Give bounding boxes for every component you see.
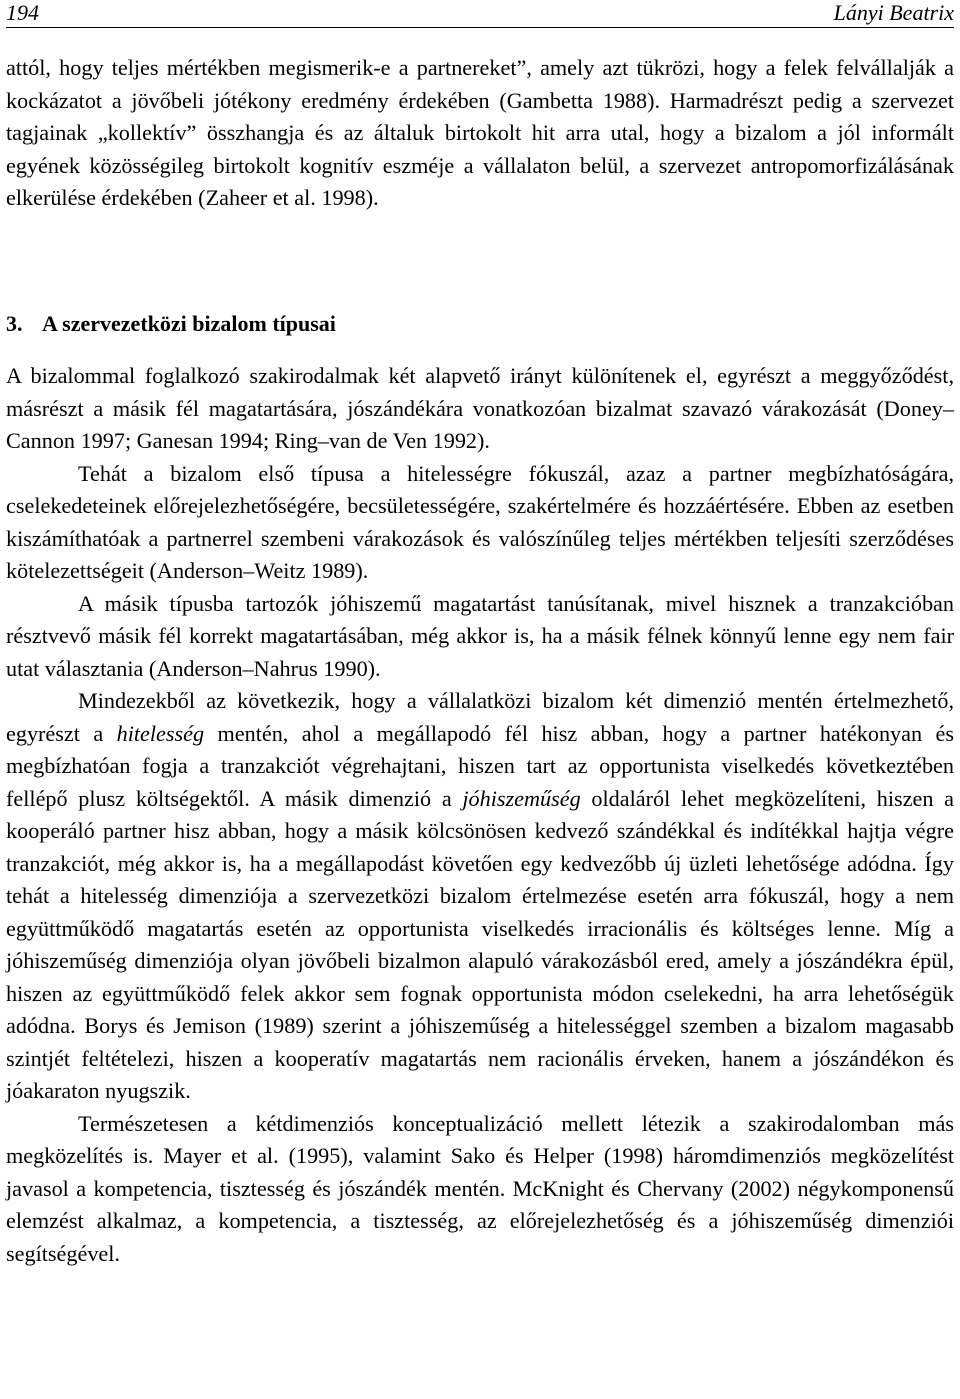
page-header: [6, 0, 954, 28]
page-number: 194: [6, 0, 39, 25]
running-author: Lányi Beatrix: [833, 0, 954, 25]
section-heading: [6, 308, 954, 340]
emphasis-hitelesseg: hitelesség: [116, 720, 205, 746]
section-title: A szervezetközi bizalom típusai: [42, 311, 336, 336]
paragraph-intro: attól, hogy teljes mértékben megismerik-e a partnereket”, amely azt tükrözi, hogy a felek felvállalják a kockázatot a jövőbeli jótékony eredmény érdekében (Gambetta 1988). Harmadrészt pedig a szervezet tagjainak „kollektív” összhangja és az általuk birtokolt hit arra utal, hogy a bizalom a jól informált egyének közösségileg birtokolt kognitív eszméje a vállalaton belül, a szervezet antropomorfizálásának elkerülése érdekében (Zaheer et al. 1998).: [6, 55, 954, 210]
paragraph-4: A másik típusba tartozók jóhiszemű magatartást tanúsítanak, mivel hisznek a tranzakcióban résztvevő másik fél korrekt magatartásában, még akkor is, ha a másik félnek könnyű lenne egy nem fair utat választania (Anderson–Nahrus 1990).: [6, 590, 954, 681]
emphasis-johiszemuseg: jóhiszeműség: [462, 785, 581, 811]
paragraph-5-text-c: oldaláról lehet megközelíteni, hiszen a kooperáló partner hisz abban, hogy a másik kölcsönösen kedvező szándékkal és indítékkal hajtja végre tranzakciót, még akkor is, ha a megállapodást követően egy kedvezőbb új üzleti lehetősége adódna. Így tehát a hitelesség dimenziója a szervezetközi bizalom értelmezése esetén arra fókuszál, hogy a nem együttműködő magatartás esetén az opportunista viselkedés irracionális és költséges lenne. Míg a jóhiszeműség dimenziója olyan jövőbeli bizalmon alapuló várakozásból ered, amely a jószándékra épül, hiszen az együttműködő felek akkor sem fognak opportunista módon cselekedni, ha arra lehetőségük adódna. Borys és Jemison (1989) szerint a jóhiszeműség a hitelességgel szemben a bizalom magasabb szintjét feltételezi, hiszen a kooperatív magatartás nem racionális érveken, hanem a jószándékon és jóakaraton nyugszik.: [6, 785, 954, 1103]
paragraph-6: Természetesen a kétdimenziós konceptualizáció mellett létezik a szakirodalomban más megközelítés is. Mayer et al. (1995), valamint Sako és Helper (1998) háromdimenziós megközelítést javasol a kompetencia, tisztesség és jószándék mentén. McKnight és Chervany (2002) négykomponensű elemzést alkalmaz, a kompetencia, a tisztesség, az előrejelezhetőség és a jóhiszeműség dimenziói segítségével.: [6, 1110, 954, 1266]
paragraph-3: Tehát a bizalom első típusa a hitelességre fókuszál, azaz a partner megbízhatóságára, cselekedeteinek előrejelezhetőségére, becsületességére, szakértelmére és hozzáértésére. Ebben az esetben kiszámíthatóak a partnerrel szembeni várakozások és valószínűleg teljes mértékben teljesíti szerződéses kötelezettségeit (Anderson–Weitz 1989).: [6, 460, 954, 583]
page-body: [6, 52, 954, 1270]
paragraph-5: [6, 685, 954, 1108]
paragraph-2: A bizalommal foglalkozó szakirodalmak két alapvető irányt különítenek el, egyrészt a meggyőződést, másrészt a másik fél magatartására, jószándékára vonatkozóan bizalmat szavazó várakozását (Doney–Cannon 1997; Ganesan 1994; Ring–van de Ven 1992).: [6, 363, 954, 453]
paragraph-5-text-b: mentén, ahol a megállapodó fél hisz abban, hogy a partner hatékonyan és megbízhatóan fogja a tranzakciót végrehajtani, hiszen tart az opportunista viselkedés következtében fellépő plusz költségektől. A másik dimenzió a: [6, 720, 954, 811]
paragraph-5-text-a: Mindezekből az következik, hogy a vállalatközi bizalom két dimenzió mentén értelmezhető, egyrészt a: [6, 688, 954, 746]
section-number: 3.: [6, 311, 23, 336]
